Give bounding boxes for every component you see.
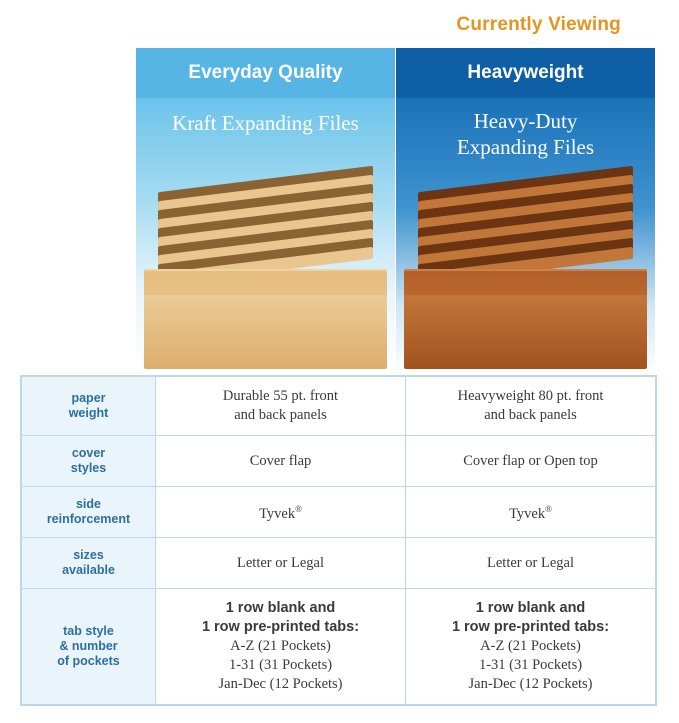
cell-item-3: Jan-Dec (12 Pockets)	[468, 676, 593, 692]
product-header-everyday-quality: Everyday Quality	[136, 48, 395, 98]
row-label-line2: reinforcement	[46, 512, 131, 526]
row-label-cover-styles	[22, 436, 156, 487]
row-label-line2: available	[62, 563, 115, 577]
product-title-kraft: Kraft Expanding Files	[172, 111, 359, 135]
cell-cover-styles-heavyweight: Cover flap or Open top	[406, 436, 656, 487]
cell-text: Tyvek	[509, 505, 546, 522]
heavy-duty-file-front-flap	[404, 295, 647, 369]
cell-line1: Durable 55 pt. front	[222, 388, 339, 404]
cell-tab-style-heavyweight	[406, 589, 656, 705]
cell-sizes-everyday: Letter or Legal	[156, 538, 406, 589]
row-label-line2: weight	[68, 406, 109, 420]
cell-item-1: A-Z (21 Pockets)	[230, 638, 331, 654]
cell-bold-line2: 1 row pre-printed tabs:	[451, 619, 610, 635]
row-label-line1: sizes	[73, 548, 104, 562]
cell-paper-weight-everyday	[156, 377, 406, 436]
product-column-heavyweight	[396, 48, 655, 375]
row-label-side-reinforcement	[22, 487, 156, 538]
cell-bold-line1: 1 row blank and	[475, 600, 586, 616]
row-label-line2: & number	[59, 639, 118, 653]
product-column-everyday-quality	[136, 48, 395, 375]
cell-cover-styles-everyday: Cover flap	[156, 436, 406, 487]
table-row	[22, 538, 656, 589]
product-header-heavyweight: Heavyweight	[396, 48, 655, 98]
registered-mark: ®	[545, 504, 552, 515]
cell-line1: Heavyweight 80 pt. front	[457, 388, 604, 404]
table-row	[22, 589, 656, 705]
kraft-file-front-flap	[144, 295, 387, 369]
row-label-sizes-available	[22, 538, 156, 589]
table-row	[22, 487, 656, 538]
cell-item-2: 1-31 (31 Pockets)	[478, 657, 583, 673]
row-label-paper-weight	[22, 377, 156, 436]
cell-item-1: A-Z (21 Pockets)	[480, 638, 581, 654]
row-label-line1: cover	[71, 446, 106, 460]
cell-side-reinforcement-heavyweight	[406, 487, 656, 538]
heavy-duty-expanding-file-photo	[396, 179, 655, 369]
kraft-expanding-file-photo	[136, 179, 395, 369]
cell-text: Tyvek	[259, 505, 296, 522]
table-row	[22, 377, 656, 436]
currently-viewing-banner: Currently Viewing	[456, 14, 621, 35]
cell-item-3: Jan-Dec (12 Pockets)	[218, 676, 343, 692]
cell-side-reinforcement-everyday	[156, 487, 406, 538]
cell-sizes-heavyweight: Letter or Legal	[406, 538, 656, 589]
row-label-line1: tab style	[63, 624, 114, 638]
product-title-line1: Heavy-Duty	[473, 109, 578, 133]
cell-line2: and back panels	[234, 407, 327, 423]
cell-bold-line2: 1 row pre-printed tabs:	[201, 619, 360, 635]
table-row	[22, 436, 656, 487]
product-body-everyday-quality	[136, 98, 395, 375]
row-label-line1: paper	[71, 391, 106, 405]
product-title-heavy-duty	[396, 98, 655, 160]
row-label-line2: styles	[70, 461, 107, 475]
cell-paper-weight-heavyweight	[406, 377, 656, 436]
cell-bold-line1: 1 row blank and	[225, 600, 336, 616]
row-label-line3: of pockets	[57, 654, 120, 668]
row-label-tab-style	[22, 589, 156, 705]
product-columns	[136, 48, 655, 375]
product-title-line2: Expanding Files	[456, 135, 595, 159]
comparison-table	[21, 376, 656, 705]
cell-line2: and back panels	[484, 407, 577, 423]
cell-tab-style-everyday	[156, 589, 406, 705]
row-label-line1: side	[75, 497, 101, 511]
product-body-heavyweight	[396, 98, 655, 375]
comparison-table-wrapper	[20, 375, 657, 706]
registered-mark: ®	[295, 504, 302, 515]
cell-item-2: 1-31 (31 Pockets)	[228, 657, 333, 673]
